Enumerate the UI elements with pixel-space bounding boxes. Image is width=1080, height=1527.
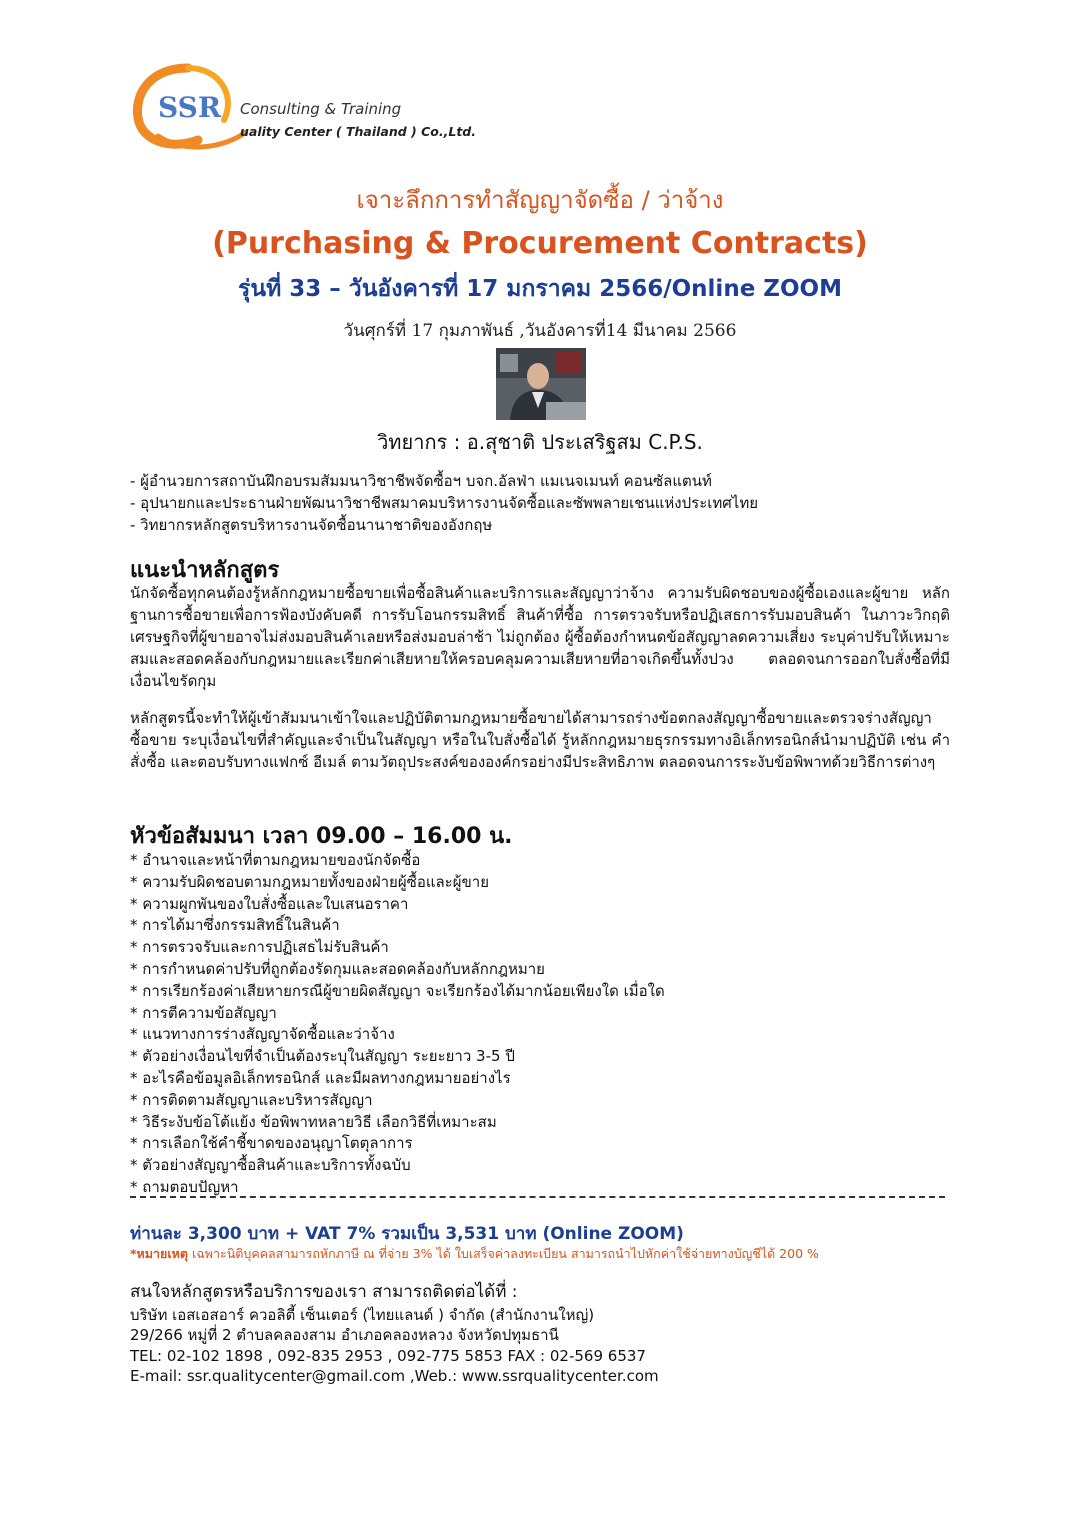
topic-item: * วิธีระงับข้อโต้แย้ง ข้อพิพาทหลายวิธี เลือกวิธีที่เหมาะสม — [130, 1112, 497, 1131]
speaker-credentials — [130, 470, 758, 536]
price-note — [130, 1244, 819, 1264]
contact-phone: TEL: 02-102 1898 , 092-835 2953 , 092-775 5853 FAX : 02-569 6537 — [130, 1346, 646, 1365]
topics-heading: หัวข้อสัมมนา เวลา 09.00 – 16.00 น. — [130, 824, 513, 849]
course-additional-dates: วันศุกร์ที่ 17 กุมภาพันธ์ ,วันอังคารที่14 มีนาคม 2566 — [343, 321, 737, 341]
company-logo — [128, 62, 476, 154]
topic-item: * อำนาจและหน้าที่ตามกฎหมายของนักจัดซื้อ — [130, 851, 421, 869]
topics-list — [130, 850, 665, 1199]
contact-heading: สนใจหลักสูตรหรือบริการของเรา สามารถติดต่อได้ที่ : — [130, 1282, 518, 1302]
intro-paragraph-1: นักจัดซื้อทุกคนต้องรู้หลักกฎหมายซื้อขายเพื่อซื้อสินค้าและบริการและสัญญาว่าจ้าง ความรับผิดชอบของผู้ซื้อเองและผู้ขาย หลักฐานการซื้อขายเพื่อการฟ้องบังคับคดี การรับโอนกรรมสิทธิ์ สินค้าที่ซื้อ การตรวจรับหรือปฏิเสธการรับมอบสินค้า ในภาวะวิกฤติเศรษฐกิจที่ผู้ขายอาจไม่ส่งมอบสินค้าเลยหรือส่งมอบล่าช้า ไม่ถูกต้อง ผู้ซื้อต้องกำหนดข้อสัญญาลดความเสี่ยง ระบุค่าปรับให้เหมาะสมและสอดคล้องกับกฎหมายและเรียกค่าเสียหายให้ครอบคลุมความเสียหายที่อาจเกิดขึ้นทั้งปวง ตลอดจนการออกใบสั่งซื้อที่มีเงื่อนไขรัดกุม — [130, 584, 950, 690]
speaker-line — [0, 426, 1080, 458]
logo-company-name: uality Center ( Thailand ) Co.,Ltd. — [240, 124, 476, 139]
topic-item: * ตัวอย่างเงื่อนไขที่จำเป็นต้องระบุในสัญญา ระยะยาว 3-5 ปี — [130, 1047, 515, 1066]
contact-block — [130, 1282, 659, 1387]
contact-email-web: E-mail: ssr.qualitycenter@gmail.com ,Web.: www.ssrqualitycenter.com — [130, 1367, 659, 1385]
speaker-label: วิทยากร : — [377, 430, 461, 454]
note-text: เฉพาะนิติบุคคลสามารถหักภาษี ณ ที่จ่าย 3% ได้ ใบเสร็จค่าลงทะเบียน สามารถนำไปหักค่าใช้จ่ายทางบัญชีได้ 200 % — [188, 1246, 819, 1261]
topic-item: * การติดตามสัญญาและบริหารสัญญา — [130, 1090, 373, 1109]
topic-item: * การกำหนดค่าปรับที่ถูกต้องรัดกุมและสอดคล้องกับหลักกฎหมาย — [130, 959, 545, 978]
course-title-thai: เจาะลึกการทำสัญญาจัดซื้อ / ว่าจ้าง — [356, 186, 724, 214]
topic-item: * ตัวอย่างสัญญาซื้อสินค้าและบริการทั้งฉบับ — [130, 1156, 411, 1175]
speaker-name: อ.สุชาติ ประเสริฐสม C.P.S. — [466, 430, 703, 454]
logo-tagline: Consulting & Training — [240, 100, 402, 118]
course-title-english: (Purchasing & Procurement Contracts) — [212, 226, 868, 261]
topic-item: * การตีความข้อสัญญา — [130, 1003, 277, 1022]
dashed-divider — [130, 1196, 945, 1198]
note-label: *หมายเหตุ — [130, 1246, 188, 1261]
topic-item: * ความผูกพันของใบสั่งซื้อและใบเสนอราคา — [130, 894, 409, 913]
credential-item: - วิทยากรหลักสูตรบริหารงานจัดซื้อนานาชาติของอังกฤษ — [130, 516, 493, 534]
svg-text:SSR: SSR — [158, 91, 222, 124]
speaker-photo — [496, 348, 586, 420]
ssr-logo-mark-icon — [128, 62, 248, 154]
credential-item: - ผู้อำนวยการสถาบันฝึกอบรมสัมมนาวิชาชีพจัดซื้อฯ บจก.อัลฟ่า แมเนจเมนท์ คอนซัลแตนท์ — [130, 472, 712, 490]
credential-item: - อุปนายกและประธานฝ่ายพัฒนาวิชาชีพสมาคมบริหารงานจัดซื้อและซัพพลายเชนแห่งประเทศไทย — [130, 494, 759, 512]
topic-item: * อะไรคือข้อมูลอิเล็กทรอนิกส์ และมีผลทางกฎหมายอย่างไร — [130, 1068, 511, 1087]
price-line: ท่านละ 3,300 บาท + VAT 7% รวมเป็น 3,531 บาท (Online ZOOM) — [130, 1224, 684, 1244]
intro-heading: แนะนำหลักสูตร — [130, 558, 280, 583]
topic-item: * การเลือกใช้คำชี้ขาดของอนุญาโตตุลาการ — [130, 1134, 413, 1153]
topic-item: * การได้มาซึ่งกรรมสิทธิ์ในสินค้า — [130, 916, 340, 935]
topic-item: * ความรับผิดชอบตามกฎหมายทั้งของฝ่ายผู้ซื้อและผู้ขาย — [130, 872, 489, 891]
topic-item: * ถามตอบปัญหา — [130, 1177, 239, 1196]
topic-item: * การเรียกร้องค่าเสียหายกรณีผู้ขายผิดสัญญา จะเรียกร้องได้มากน้อยเพียงใด เมื่อใด — [130, 981, 665, 1000]
topic-item: * แนวทางการร่างสัญญาจัดซื้อและว่าจ้าง — [130, 1025, 395, 1044]
topic-item: * การตรวจรับและการปฏิเสธไม่รับสินค้า — [130, 938, 389, 957]
contact-address: 29/266 หมู่ที่ 2 ตำบลคลองสาม อำเภอคลองหลวง จังหวัดปทุมธานี — [130, 1326, 559, 1344]
contact-company: บริษัท เอสเอสอาร์ ควอลิตี้ เซ็นเตอร์ (ไทยแลนด์ ) จำกัด (สำนักงานใหญ่) — [130, 1305, 595, 1324]
intro-paragraph-2: หลักสูตรนี้จะทำให้ผู้เข้าสัมมนาเข้าใจและปฏิบัติตามกฎหมายซื้อขายได้สามารถร่างข้อตกลงสัญญาซื้อขายและตรวจร่างสัญญาซื้อขาย ระบุเงื่อนไขที่สำคัญและจำเป็นในสัญญา หรือในใบสั่งซื้อได้ รู้หลักกฎหมายธุรกรรมทางอิเล็กทรอนิกส์นำมาปฏิบัติ เช่น คำสั่งซื้อ และตอบรับทางแฟกซ์ อีเมล์ ตามวัตถุประสงค์ขององค์กรอย่างมีประสิทธิภาพ ตลอดจนการระงับข้อพิพาทด้วยวิธีการต่างๆ — [130, 709, 950, 771]
course-batch-date: รุ่นที่ 33 – วันอังคารที่ 17 มกราคม 2566/Online ZOOM — [238, 276, 842, 302]
